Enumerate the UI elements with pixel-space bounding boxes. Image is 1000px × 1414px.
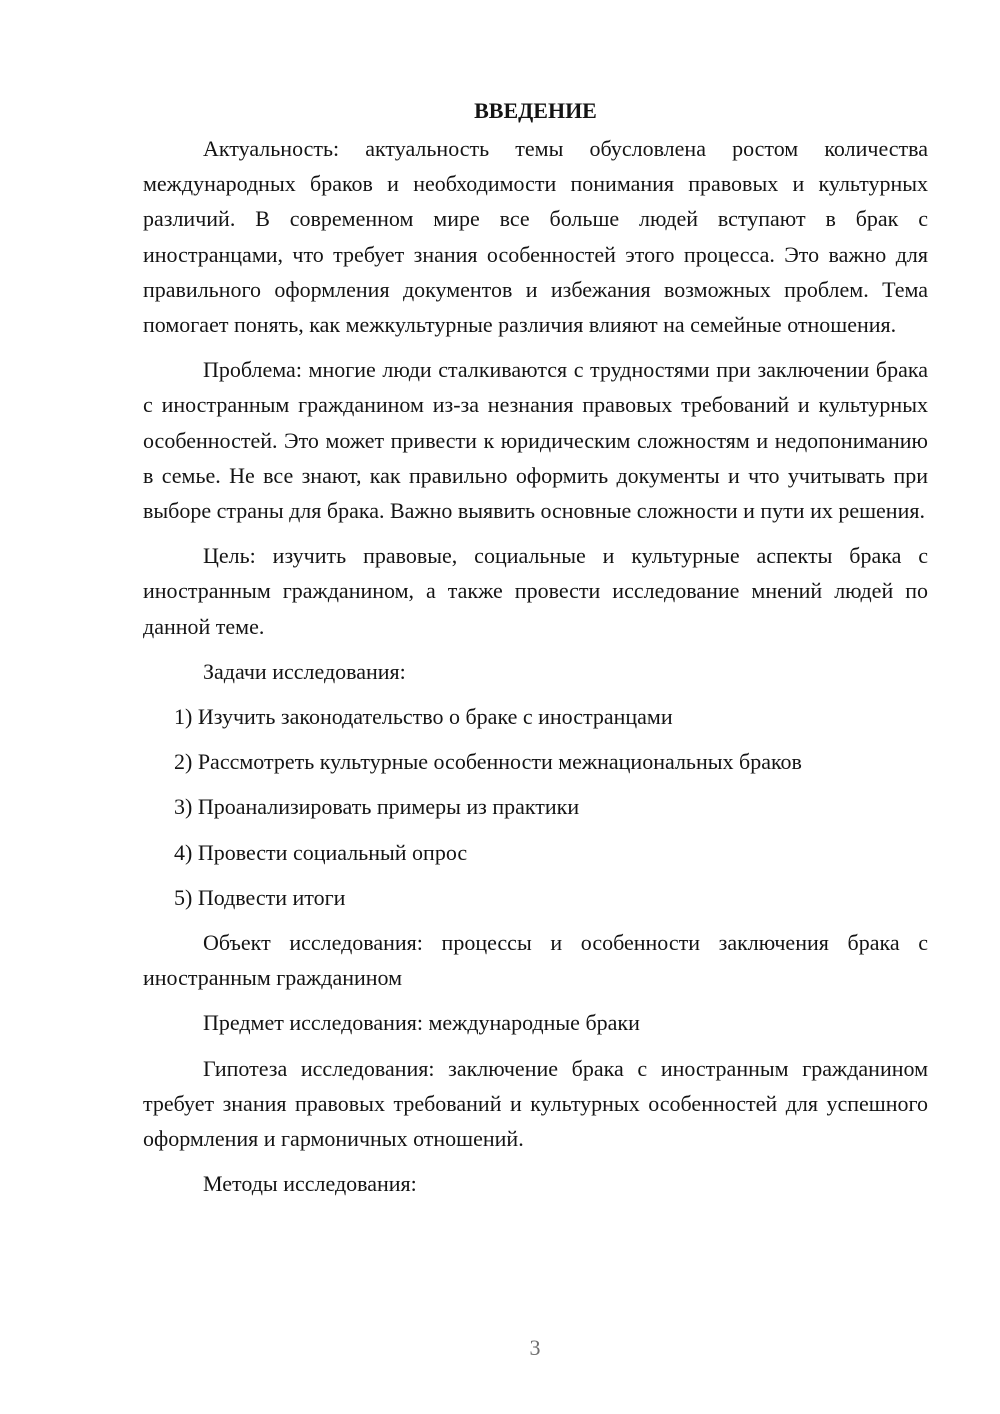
- page-title: ВВЕДЕНИЕ: [474, 98, 597, 123]
- list-item: 3) Проанализировать примеры из практики: [174, 794, 580, 820]
- object-paragraph: Объект исследования: процессы и особенности заключения брака с иностранным гражданином: [143, 930, 928, 991]
- tasks-list: [143, 699, 928, 915]
- goal-paragraph: Цель: изучить правовые, социальные и культурные аспекты брака с иностранным гражданином, а также провести исследование мнений людей по данной теме.: [143, 543, 928, 639]
- list-item: 4) Провести социальный опрос: [174, 839, 468, 865]
- page-number: 3: [529, 1335, 541, 1360]
- methods-heading: Методы исследования:: [203, 1171, 417, 1197]
- list-item: 2) Рассмотреть культурные особенности межнациональных браков: [174, 749, 802, 775]
- page-content: [143, 95, 928, 1211]
- list-item: 5) Подвести итоги: [174, 884, 346, 910]
- hypothesis-paragraph: Гипотеза исследования: заключение брака с иностранным гражданином требует знания правовых требований и культурных особенностей для успешного оформления и гармоничных отношений.: [143, 1055, 928, 1152]
- relevance-paragraph: Актуальность: актуальность темы обусловлена ростом количества международных браков и необходимости понимания правовых и культурных различий. В современном мире все больше людей вступают в брак с иностранцами, что требует знания особенностей этого процесса. Это важно для правильного оформления документов и избежания возможных проблем. Тема помогает понять, как межкультурные различия влияют на семейные отношения.: [143, 136, 928, 338]
- tasks-heading: Задачи исследования:: [203, 658, 406, 684]
- subject-paragraph: Предмет исследования: международные браки: [203, 1010, 640, 1036]
- list-item: 1) Изучить законодательство о браке с иностранцами: [174, 704, 673, 730]
- problem-paragraph: Проблема: многие люди сталкиваются с трудностями при заключении брака с иностранным гражданином из-за незнания правовых требований и культурных особенностей. Это может привести к юридическим сложностям и недопониманию в семье. Не все знают, как правильно оформить документы и что учитывать при выборе страны для брака. Важно выявить основные сложности и пути их решения.: [143, 357, 928, 524]
